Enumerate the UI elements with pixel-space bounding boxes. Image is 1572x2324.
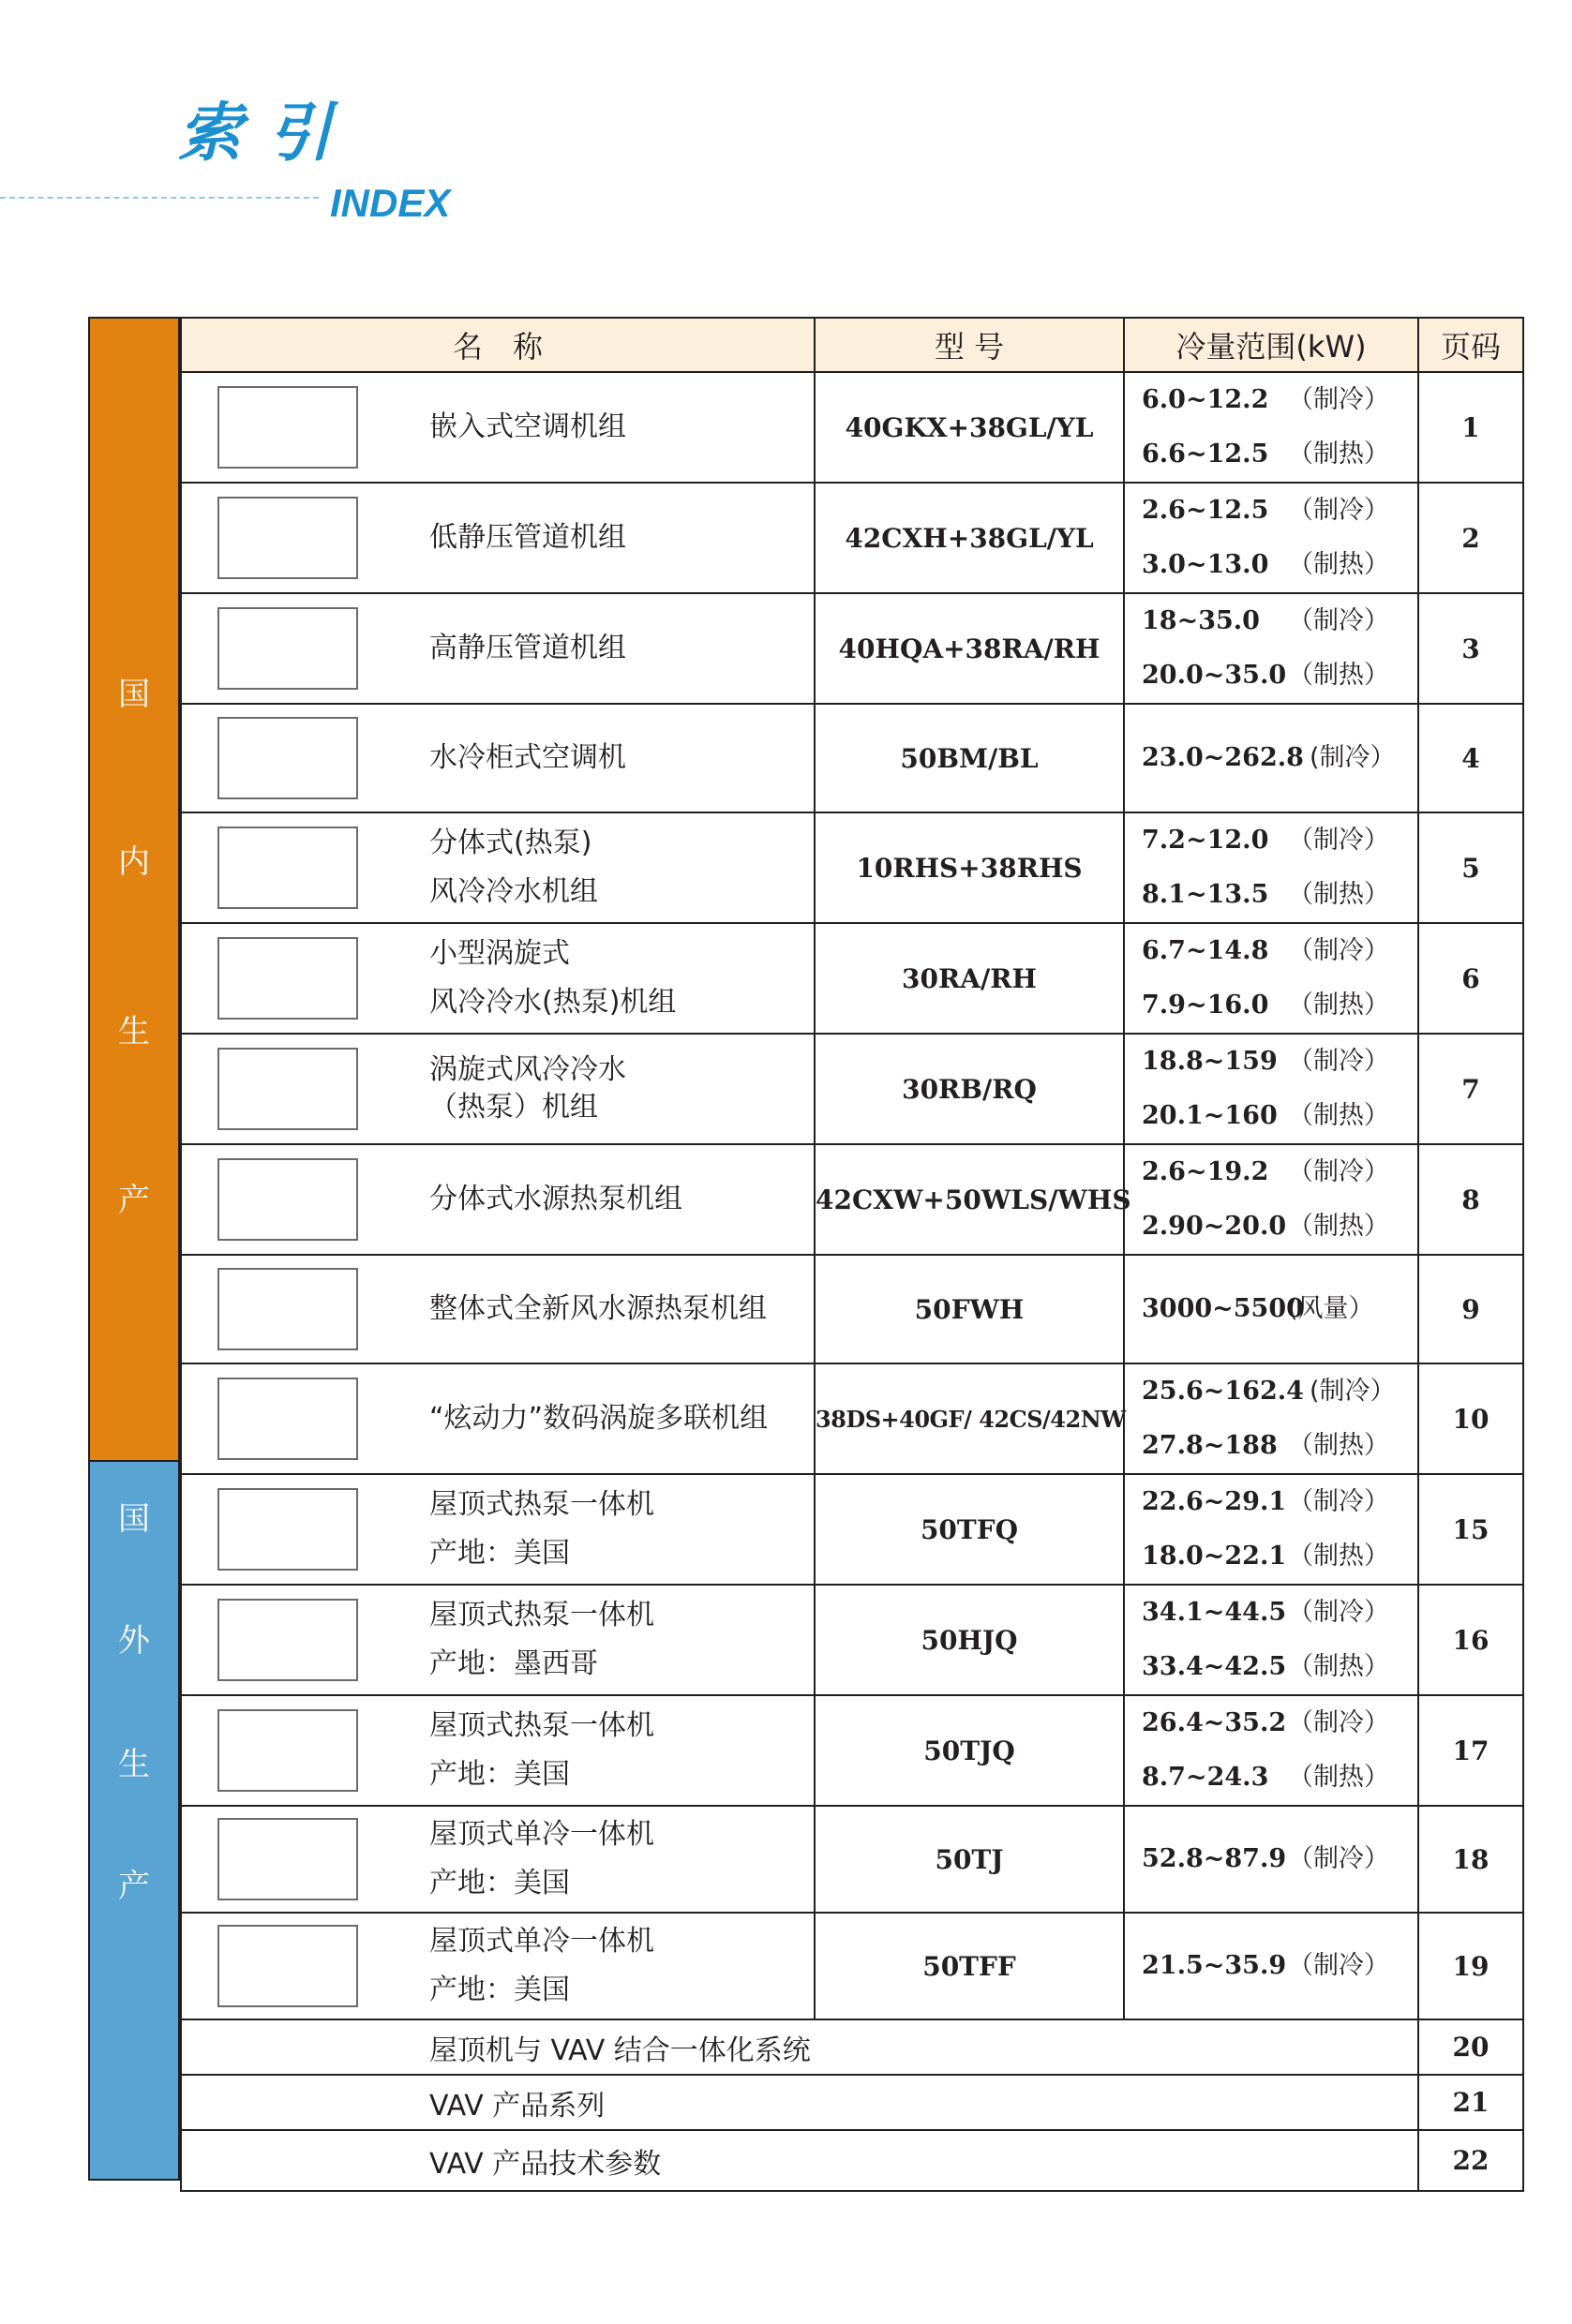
product-name-line: 低静压管道机组 [429,521,626,554]
product-name [429,1394,768,1443]
product-name-cell [181,1806,815,1913]
page-number-cell: 18 [1418,1806,1523,1913]
capacity-cell [1124,812,1418,923]
table-row [181,1806,1523,1913]
capacity-value: 6.6~12.5 [1142,439,1269,469]
capacity-line [1142,373,1417,427]
product-name [429,1591,654,1689]
page-number-cell: 3 [1418,593,1523,704]
page-number-cell: 8 [1418,1144,1523,1255]
product-name-cell [181,1474,815,1585]
page-number-cell: 10 [1418,1363,1523,1474]
scroll-chiller-image [217,1048,358,1130]
capacity-value: 18.0~22.1 [1142,1542,1287,1571]
capacity-cell [1124,1806,1418,1913]
page-number-cell: 5 [1418,812,1523,923]
product-name-line: “炫动力”数码涡旋多联机组 [429,1402,769,1435]
index-title-cn: 索引 [178,96,359,171]
capacity-value: 6.7~14.8 [1142,936,1269,965]
capacity-line [1142,1475,1417,1529]
page-number-cell: 4 [1418,704,1523,812]
product-name [429,1175,682,1224]
capacity-value: 2.6~12.5 [1142,496,1269,525]
table-row [181,483,1523,593]
page-number-cell: 22 [1418,2130,1523,2191]
page-number-cell: 2 [1418,483,1523,593]
capacity-line [1142,1145,1417,1199]
capacity-mode: （制热） [1288,880,1389,909]
product-name-line: 分体式(热泵) [429,827,592,859]
index-title-en: INDEX [330,181,451,225]
rooftop-cooling-unit-image [217,1925,358,2007]
model-cell: 50TJ [815,1806,1124,1913]
band-char: 产 [118,1868,150,1905]
page-number-cell: 20 [1418,2019,1523,2075]
capacity-mode: （制热） [1288,1763,1389,1792]
product-name-cell [181,1695,815,1806]
rooftop-heat-pump-image [217,1709,358,1792]
table-row [181,1913,1523,2019]
model-cell: 30RB/RQ [815,1034,1124,1144]
high-static-duct-image [217,607,358,690]
page-number-cell: 17 [1418,1695,1523,1806]
capacity-value: 33.4~42.5 [1142,1652,1287,1681]
band-char: 产 [118,1182,150,1219]
model-cell: 38DS+40GF/ 42CS/42NW [815,1363,1124,1474]
table-row [181,923,1523,1034]
capacity-value: 34.1~44.5 [1142,1598,1287,1627]
table-row [181,2075,1523,2130]
capacity-mode: （制热） [1288,1542,1389,1571]
capacity-value: 27.8~188 [1142,1431,1278,1460]
table-row [181,593,1523,704]
capacity-cell [1124,483,1418,593]
product-name-cell [181,704,815,812]
capacity-value: 8.7~24.3 [1142,1763,1269,1792]
page-number-cell: 1 [1418,372,1523,483]
product-name [429,819,598,916]
capacity-line [1142,924,1417,978]
table-row [181,704,1523,812]
band-char: 生 [118,1013,150,1050]
capacity-mode: （制冷） [1288,496,1389,525]
capacity-line [1142,1089,1417,1143]
capacity-mode: (制冷） [1309,743,1396,772]
rooftop-heat-pump-image [217,1599,358,1681]
model-cell: 30RA/RH [815,923,1124,1034]
capacity-line [1142,1750,1417,1805]
capacity-value: 8.1~13.5 [1142,880,1269,909]
small-scroll-chiller-image [217,937,358,1020]
model-cell: 10RHS+38RHS [815,812,1124,923]
capacity-line [1142,978,1417,1033]
capacity-cell [1124,704,1418,812]
capacity-cell [1124,1255,1418,1363]
capacity-value: 22.6~29.1 [1142,1487,1287,1516]
page-number-cell: 7 [1418,1034,1523,1144]
capacity-cell [1124,1363,1418,1474]
col-header-capacity: 冷量范围(kW) [1124,318,1418,372]
capacity-line [1142,1364,1417,1419]
product-name-cell [181,1144,815,1255]
capacity-mode: （制热） [1288,1212,1389,1241]
capacity-value: 26.4~35.2 [1142,1708,1287,1737]
capacity-mode: (风量） [1288,1294,1374,1323]
system-name-cell [181,2075,1418,2130]
capacity-mode: （制冷） [1288,826,1389,855]
product-name-cell [181,593,815,704]
product-name-line: 产地：墨西哥 [429,1647,598,1680]
page-number-cell: 19 [1418,1913,1523,2019]
product-name-line: 屋顶式热泵一体机 [429,1709,654,1742]
capacity-cell [1124,1034,1418,1144]
capacity-value: 6.0~12.2 [1142,385,1269,414]
header-dashed-rule [0,197,319,199]
product-name [429,734,626,782]
model-cell: 40GKX+38GL/YL [815,372,1124,483]
capacity-line [1142,1419,1417,1473]
product-name-line: 整体式全新风水源热泵机组 [429,1292,767,1325]
capacity-value: 20.1~160 [1142,1101,1278,1130]
capacity-line [1142,868,1417,922]
capacity-line [1142,731,1417,785]
capacity-line [1142,1035,1417,1089]
product-name-line: 分体式水源热泵机组 [429,1183,682,1215]
product-name [429,403,626,452]
product-index-table [180,317,1524,2192]
model-cell: 42CXW+50WLS/WHS [815,1144,1124,1255]
low-static-duct-image [217,497,358,579]
product-name [429,1810,654,1908]
water-cooled-cabinet-image [217,717,358,799]
col-header-model: 型 号 [815,318,1124,372]
water-source-heat-pump-image [217,1158,358,1241]
domestic-production-band [88,317,180,1462]
product-name-line: （热泵）机组 [429,1091,598,1124]
capacity-cell [1124,1913,1418,2019]
product-name-cell [181,1255,815,1363]
capacity-mode: （制热） [1288,1431,1389,1460]
rooftop-cooling-unit-image [217,1818,358,1900]
capacity-cell [1124,593,1418,704]
table-row [181,1474,1523,1585]
product-name-line: 涡旋式风冷冷水 [429,1053,626,1086]
capacity-cell [1124,372,1418,483]
capacity-mode: （制冷） [1288,1598,1389,1627]
capacity-value: 3000~5500 [1142,1294,1304,1323]
system-name: 屋顶机与 VAV 结合一体化系统 [429,2034,811,2067]
cassette-unit-image [217,386,358,469]
capacity-value: 2.6~19.2 [1142,1157,1269,1186]
product-name-line: 产地：美国 [429,1758,570,1791]
split-chiller-image [217,827,358,909]
capacity-line [1142,1282,1417,1336]
product-name [429,1051,626,1126]
product-name-line: 产地：美国 [429,1537,570,1570]
capacity-line [1142,1696,1417,1750]
capacity-value: 52.8~87.9 [1142,1844,1287,1873]
product-name [429,1702,654,1799]
capacity-line [1142,648,1417,703]
capacity-value: 18.8~159 [1142,1047,1278,1076]
capacity-line [1142,1529,1417,1584]
table-row [181,1034,1523,1144]
capacity-value: 7.9~16.0 [1142,991,1269,1020]
product-name-cell [181,1034,815,1144]
model-cell: 50TJQ [815,1695,1124,1806]
product-name-line: 屋顶式单冷一体机 [429,1925,654,1958]
capacity-line [1142,813,1417,868]
table-row [181,2019,1523,2075]
capacity-mode: （制冷） [1288,1951,1389,1980]
capacity-line [1142,1199,1417,1254]
table-row [181,1363,1523,1474]
capacity-mode: （制冷） [1288,1047,1389,1076]
capacity-mode: （制热） [1288,991,1389,1020]
system-name: VAV 产品技术参数 [429,2147,662,2181]
page-number-cell: 16 [1418,1585,1523,1695]
product-name-line: 小型涡旋式 [429,937,570,970]
product-name [429,1285,767,1333]
system-name-cell [181,2130,1418,2191]
page-number-cell: 21 [1418,2075,1523,2130]
page-number-cell: 6 [1418,923,1523,1034]
capacity-line [1142,1939,1417,1993]
rooftop-heat-pump-image [217,1488,358,1571]
capacity-line [1142,427,1417,482]
product-name-cell [181,372,815,483]
product-name-cell [181,1585,815,1695]
band-char: 国 [118,1500,150,1538]
capacity-mode: （制热） [1288,1652,1389,1681]
capacity-line [1142,484,1417,538]
model-cell: 50TFF [815,1913,1124,2019]
capacity-mode: （制冷） [1288,1157,1389,1186]
capacity-mode: （制热） [1288,439,1389,469]
product-name-line: 风冷冷水(热泵)机组 [429,986,677,1019]
capacity-value: 25.6~162.4 [1142,1377,1304,1406]
capacity-mode: (制冷） [1309,1377,1396,1406]
product-name-line: 嵌入式空调机组 [429,410,626,443]
model-cell: 42CXH+38GL/YL [815,483,1124,593]
digital-scroll-vrf-image [217,1378,358,1460]
product-name-cell [181,812,815,923]
product-name-cell [181,483,815,593]
model-cell: 50TFQ [815,1474,1124,1585]
table-row [181,1144,1523,1255]
capacity-mode: （制冷） [1288,1487,1389,1516]
product-name [429,624,626,673]
model-cell: 50BM/BL [815,704,1124,812]
capacity-value: 7.2~12.0 [1142,826,1269,855]
product-name-line: 产地：美国 [429,1867,570,1899]
capacity-mode: （制热） [1288,661,1389,690]
foreign-production-band [88,1460,180,2181]
page-number-cell: 15 [1418,1474,1523,1585]
table-row [181,1585,1523,1695]
page-number-cell: 9 [1418,1255,1523,1363]
capacity-mode: （制冷） [1288,1708,1389,1737]
product-name-cell [181,923,815,1034]
system-name-cell [181,2019,1418,2075]
band-char: 内 [118,843,150,881]
fresh-air-heat-pump-image [217,1268,358,1350]
capacity-line [1142,1832,1417,1886]
table-row [181,1255,1523,1363]
capacity-cell [1124,1474,1418,1585]
product-name-line: 高静压管道机组 [429,632,626,664]
band-char: 生 [118,1746,150,1783]
product-name-cell [181,1913,815,2019]
product-name [429,514,626,562]
capacity-mode: （制冷） [1288,385,1389,414]
capacity-cell [1124,1144,1418,1255]
table-row [181,812,1523,923]
product-name-line: 风冷冷水机组 [429,875,598,908]
product-name-cell [181,1363,815,1474]
capacity-line [1142,538,1417,592]
capacity-line [1142,1640,1417,1694]
capacity-value: 18~35.0 [1142,606,1260,635]
table-row [181,1695,1523,1806]
band-char: 国 [118,676,150,713]
capacity-mode: （制冷） [1288,1844,1389,1873]
capacity-value: 3.0~13.0 [1142,550,1269,579]
capacity-value: 21.5~35.9 [1142,1951,1287,1980]
product-name [429,1481,654,1578]
capacity-mode: （制热） [1288,550,1389,579]
product-name [429,930,676,1027]
capacity-cell [1124,1695,1418,1806]
capacity-value: 20.0~35.0 [1142,661,1287,690]
product-name-line: 水冷柜式空调机 [429,741,626,774]
capacity-line [1142,594,1417,648]
col-header-page: 页码 [1418,318,1523,372]
band-char: 外 [118,1622,150,1660]
capacity-value: 2.90~20.0 [1142,1212,1287,1241]
table-row [181,372,1523,483]
table-row [181,2130,1523,2191]
model-cell: 50HJQ [815,1585,1124,1695]
capacity-value: 23.0~262.8 [1142,743,1304,772]
table-header-row [181,318,1523,372]
product-name-line: 屋顶式热泵一体机 [429,1599,654,1631]
model-cell: 40HQA+38RA/RH [815,593,1124,704]
system-name: VAV 产品系列 [429,2089,606,2123]
capacity-cell [1124,923,1418,1034]
product-name-line: 产地：美国 [429,1974,570,2006]
capacity-mode: （制热） [1288,1101,1389,1130]
capacity-mode: （制冷） [1288,936,1389,965]
capacity-cell [1124,1585,1418,1695]
capacity-mode: （制冷） [1288,606,1389,635]
product-name [429,1917,654,2015]
col-header-name: 名 称 [181,318,815,372]
product-name-line: 屋顶式单冷一体机 [429,1818,654,1851]
capacity-line [1142,1586,1417,1640]
product-name-line: 屋顶式热泵一体机 [429,1488,654,1521]
model-cell: 50FWH [815,1255,1124,1363]
